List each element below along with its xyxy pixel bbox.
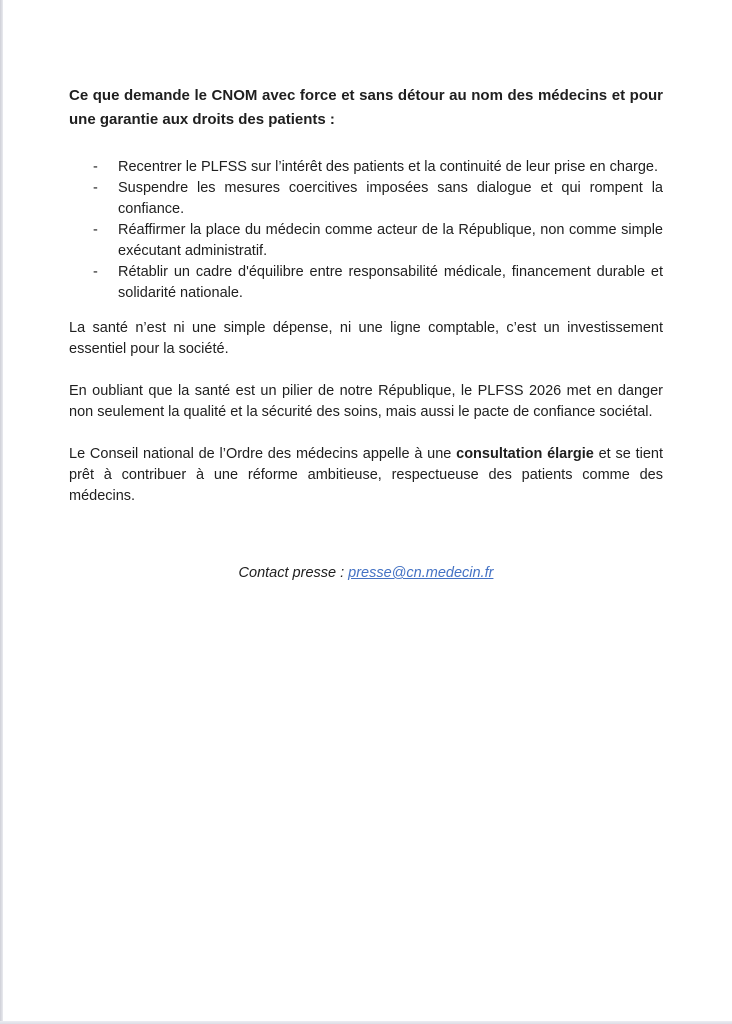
page-edge-left xyxy=(0,0,3,1024)
bullet-dash: - xyxy=(93,159,98,175)
document-page xyxy=(69,84,663,584)
list-item xyxy=(93,178,663,220)
bullet-dash: - xyxy=(93,180,98,196)
list-item-text: Suspendre les mesures coercitives imposées sans dialogue et qui rompent la confiance. xyxy=(118,180,663,217)
press-email-link[interactable]: presse@cn.medecin.fr xyxy=(348,565,494,581)
list-item xyxy=(93,262,663,304)
paragraph-investissement: La santé n’est ni une simple dépense, ni une ligne comptable, c’est un investissement essentiel pour la société. xyxy=(69,320,663,357)
list-item-text: Rétablir un cadre d'équilibre entre responsabilité médicale, financement durable et solidarité nationale. xyxy=(118,264,663,301)
contact-label: Contact presse : xyxy=(238,565,349,581)
document-heading: Ce que demande le CNOM avec force et sans détour au nom des médecins et pour une garantie aux droits des patients : xyxy=(69,87,663,128)
list-item xyxy=(93,220,663,262)
closing-bold-text: consultation élargie xyxy=(456,446,594,462)
demands-list xyxy=(69,157,663,304)
list-item xyxy=(93,157,663,178)
contact-line xyxy=(69,563,663,584)
paragraph-closing xyxy=(69,444,663,507)
bullet-dash: - xyxy=(93,264,98,280)
list-item-text: Recentrer le PLFSS sur l’intérêt des patients et la continuité de leur prise en charge. xyxy=(118,159,659,175)
list-item-text: Réaffirmer la place du médecin comme acteur de la République, non comme simple exécutant administratif. xyxy=(118,222,663,259)
paragraph-plfss-danger: En oubliant que la santé est un pilier de notre République, le PLFSS 2026 met en danger non seulement la qualité et la sécurité des soins, mais aussi le pacte de confiance sociétal. xyxy=(69,383,663,420)
bullet-dash: - xyxy=(93,222,98,238)
closing-suffix: et se tient prêt à contribuer à une réforme ambitieuse, respectueuse des patients comme des médecins. xyxy=(69,446,663,504)
closing-prefix: Le Conseil national de l’Ordre des médecins appelle à une xyxy=(69,446,457,462)
